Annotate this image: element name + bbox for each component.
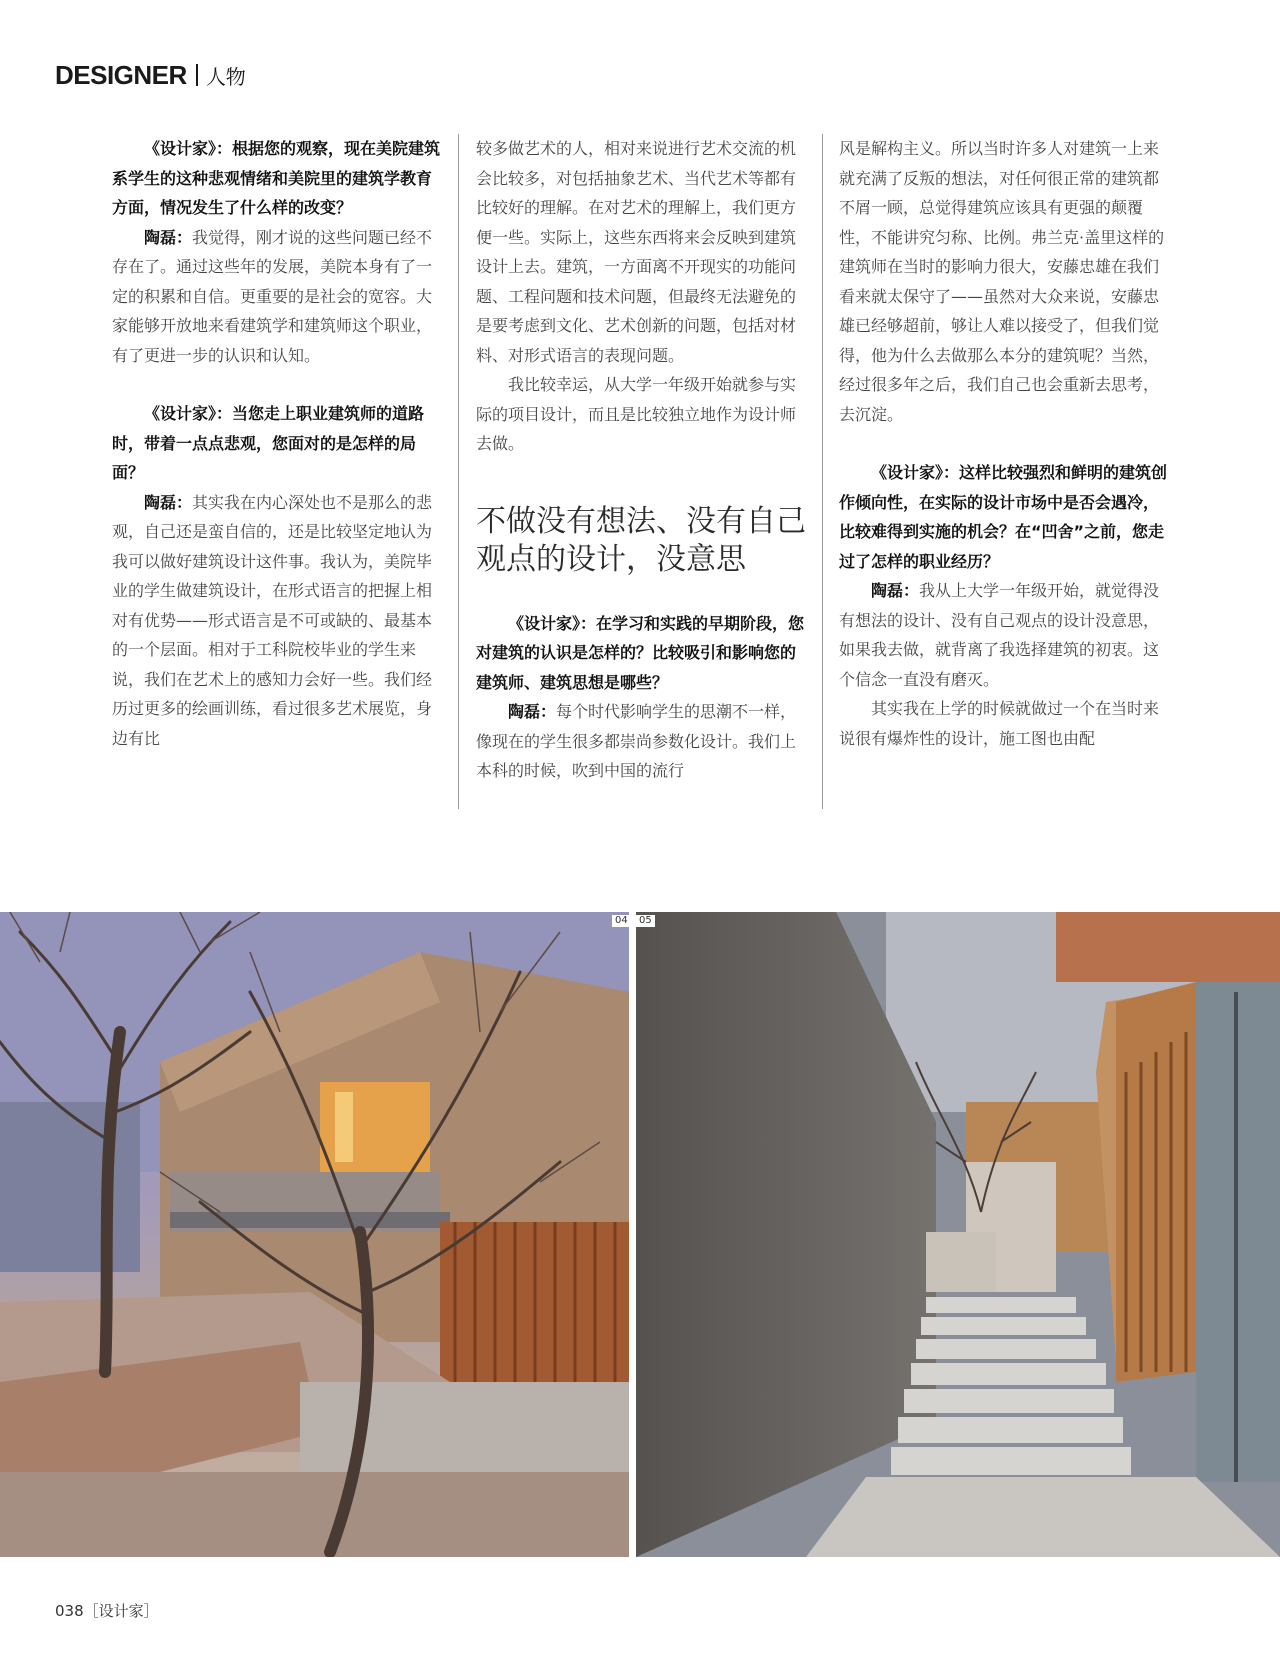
speaker-label: 陶磊： (144, 227, 193, 247)
speaker-label: 陶磊： (508, 702, 557, 721)
speaker-label: 陶磊： (144, 492, 193, 512)
stairway-illustration (636, 912, 1280, 1557)
interview-question: 《设计家》：这样比较强烈和鲜明的建筑创作倾向性，在实际的设计市场中是否会遇冷，比较难得到实施的机会？在“凹舍”之前，您走过了怎样的职业经历？ (839, 463, 1168, 571)
magazine-brand: DESIGNER (55, 59, 187, 90)
section-headline: 不做没有想法、没有自己观点的设计，没意思 (476, 503, 806, 577)
photo-number-label: 05 (636, 915, 655, 927)
speaker-label: 陶磊： (871, 581, 920, 600)
text-column-2 (476, 134, 806, 786)
header-divider (196, 64, 198, 86)
answer-text: 我从上大学一年级开始，就觉得没有想法的设计、没有自己观点的设计没意思，如果我去做，就背离了我选择建筑的初衷。这个信念一直没有磨灭。 (839, 581, 1160, 689)
body-paragraph: 我比较幸运，从大学一年级开始就参与实际的项目设计，而且是比较独立地作为设计师去做。 (476, 375, 797, 453)
page-header (55, 58, 246, 92)
column-divider (458, 134, 459, 809)
section-title: 人物 (205, 64, 246, 89)
interview-answer (112, 488, 442, 754)
interview-answer (839, 576, 1169, 694)
answer-continuation: 风是解构主义。所以当时许多人对建筑一上来就充满了反叛的想法，对任何很正常的建筑都不屑一顾，总觉得建筑应该具有更强的颠覆性，不能讲究匀称、比例。弗兰克·盖里这样的建筑师在当时的影响力很大，安藤忠雄在我们看来就太保守了——虽然对大众来说，安藤忠雄已经够超前，够让人难以接受了，但我们觉得，他为什么去做那么本分的建筑呢？当然，经过很多年之后，我们自己也会重新去思考，去沉淀。 (839, 139, 1165, 424)
interview-question: 《设计家》：根据您的观察，现在美院建筑系学生的这种悲观情绪和美院里的建筑学教育方面，情况发生了什么样的改变？ (112, 139, 441, 217)
courtyard-illustration (0, 912, 629, 1557)
interview-answer (112, 223, 442, 371)
text-column-1 (112, 134, 442, 753)
photo-courtyard-trees (0, 912, 629, 1557)
text-column-3 (839, 134, 1169, 753)
interview-question: 《设计家》：在学习和实践的早期阶段，您对建筑的认识是怎样的？比较吸引和影响您的建筑师、建筑思想是哪些？ (476, 613, 805, 692)
interview-question: 《设计家》：当您走上职业建筑师的道路时，带着一点点悲观，您面对的是怎样的局面？ (112, 404, 425, 482)
interview-answer (476, 697, 806, 786)
photo-number-label: 04 (612, 915, 631, 927)
page-footer: 038［设计家］ (55, 1602, 159, 1620)
answer-text: 每个时代影响学生的思潮不一样，像现在的学生很多都崇尚参数化设计。我们上本科的时候，吹到中国的流行 (476, 702, 797, 780)
answer-continuation: 较多做艺术的人，相对来说进行艺术交流的机会比较多，对包括抽象艺术、当代艺术等都有比较好的理解。在对艺术的理解上，我们更方便一些。实际上，这些东西将来会反映到建筑设计上去。建筑，一方面离不开现实的功能问题、工程问题和技术问题，但最终无法避免的是要考虑到文化、艺术创新的问题，包括对材料、对形式语言的表现问题。 (476, 139, 797, 365)
answer-text: 其实我在内心深处也不是那么的悲观，自己还是蛮自信的，还是比较坚定地认为我可以做好建筑设计这件事。我认为，美院毕业的学生做建筑设计，在形式语言的把握上相对有优势——形式语言是不可或缺的、最基本的一个层面。相对于工科院校毕业的学生来说，我们在艺术上的感知力会好一些。我们经历过更多的绘画训练，看过很多艺术展览，身边有比 (112, 492, 433, 748)
photo-concrete-stairway (636, 912, 1280, 1557)
answer-text: 我觉得，刚才说的这些问题已经不存在了。通过这些年的发展，美院本身有了一定的积累和自信。更重要的是社会的宽容。大家能够开放地来看建筑学和建筑师这个职业，有了更进一步的认识和认知。 (112, 227, 433, 365)
column-divider (822, 134, 823, 809)
body-paragraph: 其实我在上学的时候就做过一个在当时来说很有爆炸性的设计，施工图也由配 (839, 699, 1160, 748)
